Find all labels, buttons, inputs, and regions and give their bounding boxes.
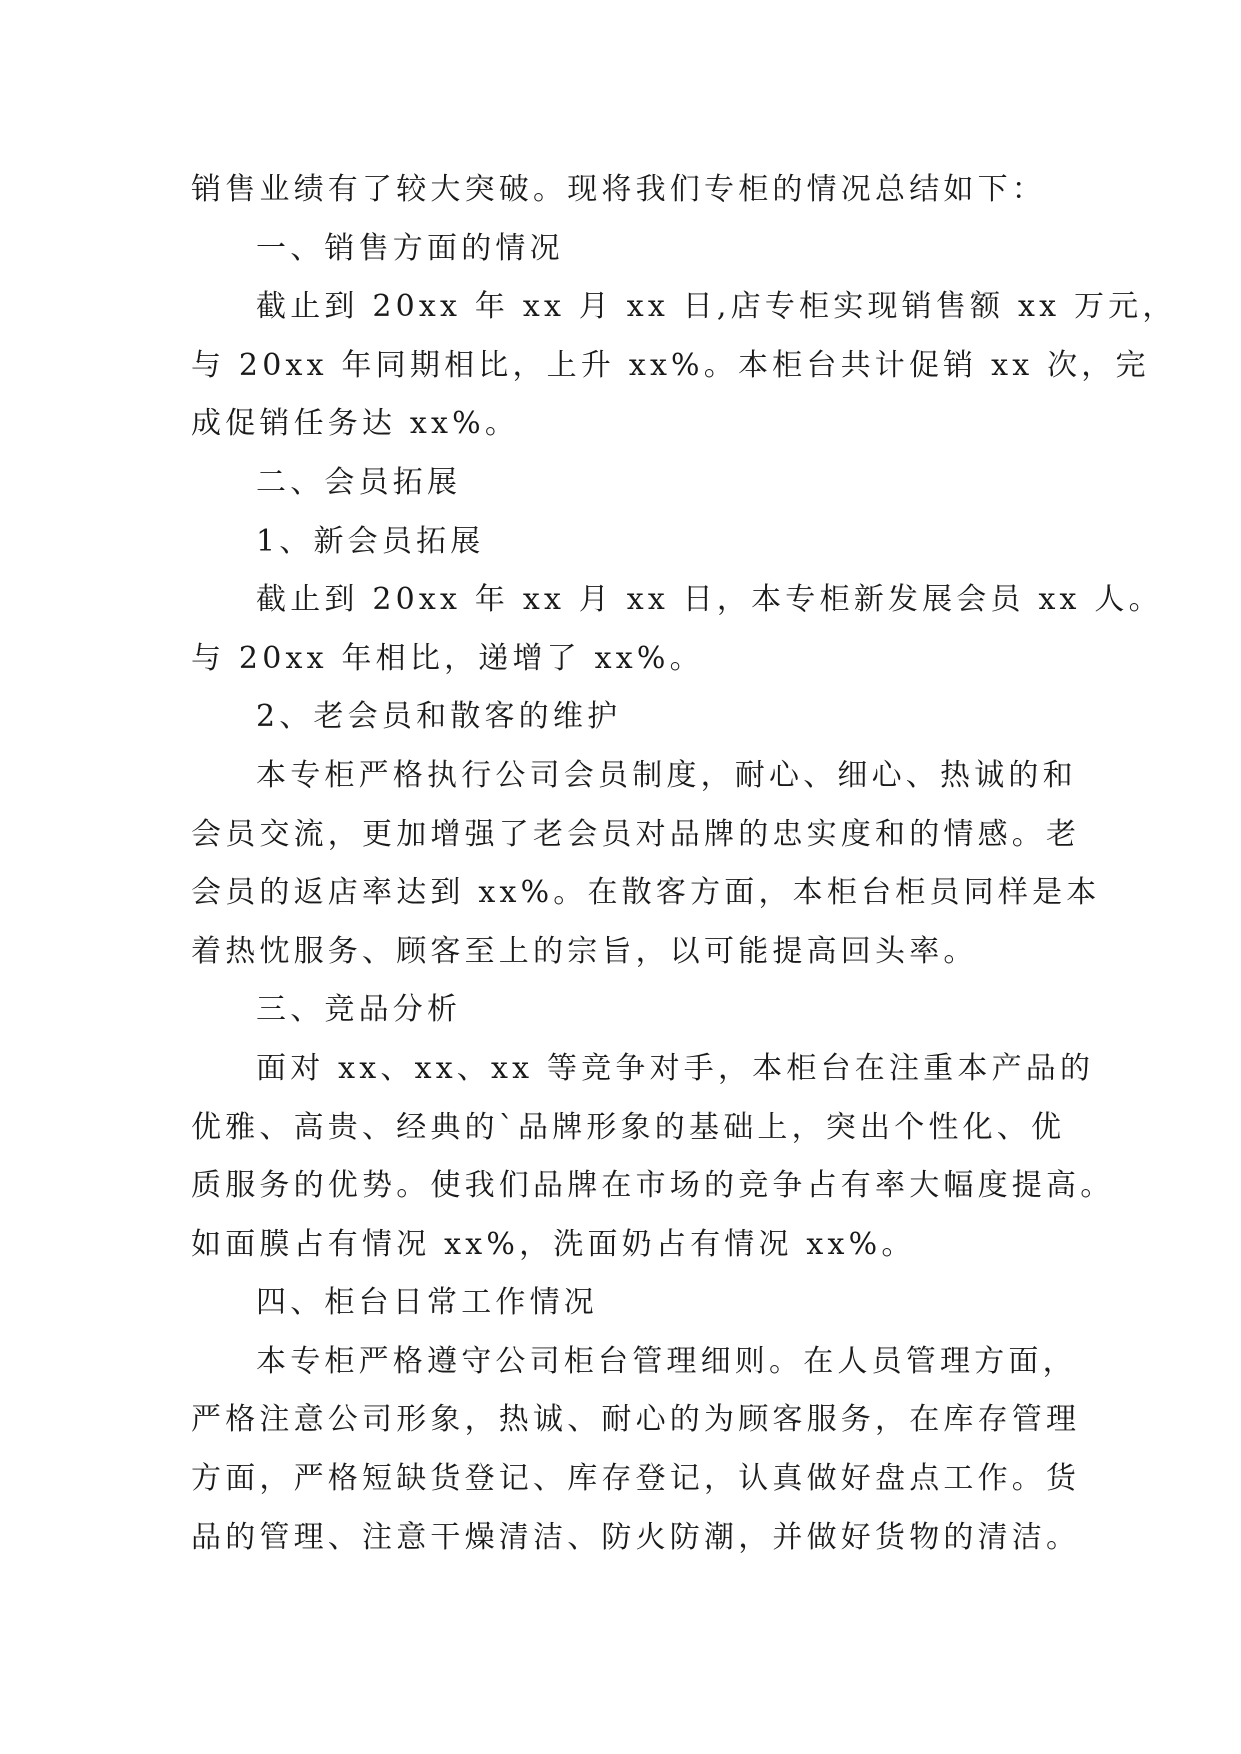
section-heading: 四、柜台日常工作情况 <box>256 1285 598 1321</box>
text-line: 本专柜严格执行公司会员制度，耐心、细心、热诚的和 <box>256 757 1077 793</box>
text-line: 成促销任务达 xx%。 <box>191 406 520 442</box>
text-line: 品的管理、注意干燥清洁、防火防潮，并做好货物的清洁。 <box>191 1519 1081 1555</box>
text-line: 截止到 20xx 年 xx 月 xx 日,店专柜实现销售额 xx 万元， <box>256 289 1177 325</box>
text-line: 销售业绩有了较大突破。现将我们专柜的情况总结如下： <box>191 172 1046 207</box>
text-line: 与 20xx 年同期相比，上升 xx%。本柜台共计促销 xx 次，完 <box>191 347 1150 383</box>
text-line: 面对 xx、xx、xx 等竞争对手，本柜台在注重本产品的 <box>256 1050 1095 1086</box>
text-line: 严格注意公司形象，热诚、耐心的为顾客服务，在库存管理 <box>191 1402 1081 1438</box>
text-line: 方面，严格短缺货登记、库存登记，认真做好盘点工作。货 <box>191 1461 1081 1497</box>
subsection-heading: 2、老会员和散客的维护 <box>256 699 622 735</box>
text-line: 与 20xx 年相比，递增了 xx%。 <box>191 640 704 676</box>
text-line: 优雅、高贵、经典的`品牌形象的基础上，突出个性化、优 <box>191 1109 1066 1145</box>
text-line: 截止到 20xx 年 xx 月 xx 日，本专柜新发展会员 xx 人。 <box>256 582 1163 618</box>
section-heading: 一、销售方面的情况 <box>256 230 564 266</box>
section-heading: 二、会员拓展 <box>256 464 462 500</box>
text-line: 会员的返店率达到 xx%。在散客方面，本柜台柜员同样是本 <box>191 875 1101 911</box>
subsection-heading: 1、新会员拓展 <box>256 523 485 559</box>
section-heading: 三、竞品分析 <box>256 992 462 1028</box>
text-line: 如面膜占有情况 xx%，洗面奶占有情况 xx%。 <box>191 1226 916 1262</box>
text-line: 着热忱服务、顾客至上的宗旨，以可能提高回头率。 <box>191 933 978 969</box>
text-line: 会员交流，更加增强了老会员对品牌的忠实度和的情感。老 <box>191 816 1081 852</box>
text-line: 本专柜严格遵守公司柜台管理细则。在人员管理方面， <box>256 1343 1077 1379</box>
document-body <box>191 161 1177 1567</box>
text-line: 质服务的优势。使我们品牌在市场的竞争占有率大幅度提高。 <box>191 1168 1115 1204</box>
